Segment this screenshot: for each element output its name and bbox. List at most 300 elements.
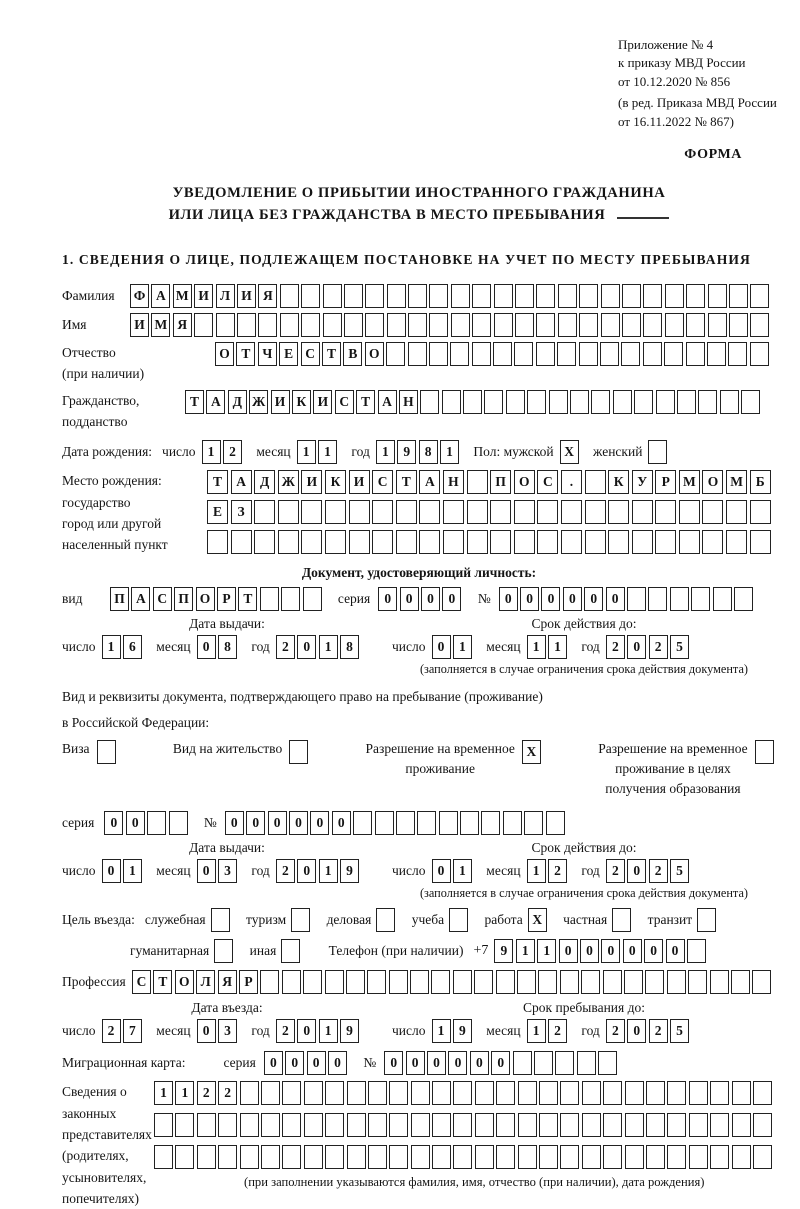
form-cell[interactable] — [514, 500, 535, 524]
form-cell[interactable]: Е — [279, 342, 298, 366]
form-cell[interactable]: Т — [185, 390, 204, 414]
form-cell[interactable] — [579, 313, 598, 337]
form-cell[interactable] — [197, 1145, 216, 1169]
form-cell[interactable] — [154, 1145, 173, 1169]
form-cell[interactable] — [410, 970, 429, 994]
form-cell[interactable]: 0 — [332, 811, 351, 835]
form-cell[interactable]: 0 — [197, 1019, 216, 1043]
form-cell[interactable] — [560, 1081, 579, 1105]
form-cell[interactable]: 0 — [563, 587, 582, 611]
form-cell[interactable]: 2 — [276, 635, 295, 659]
form-cell[interactable]: Т — [153, 970, 172, 994]
form-cell[interactable] — [646, 1145, 665, 1169]
form-cell[interactable] — [720, 390, 739, 414]
form-cell[interactable]: О — [514, 470, 535, 494]
form-cell[interactable] — [708, 313, 727, 337]
form-cell[interactable] — [539, 1081, 558, 1105]
form-cell[interactable] — [732, 1145, 751, 1169]
form-cell[interactable] — [515, 313, 534, 337]
form-cell[interactable] — [280, 284, 299, 308]
form-cell[interactable]: Т — [207, 470, 228, 494]
form-cell[interactable] — [494, 284, 513, 308]
form-cell[interactable]: М — [173, 284, 192, 308]
form-cell[interactable] — [240, 1145, 259, 1169]
form-cell[interactable] — [261, 1113, 280, 1137]
form-cell[interactable]: А — [378, 390, 397, 414]
form-cell[interactable] — [368, 1145, 387, 1169]
form-cell[interactable] — [472, 342, 491, 366]
form-cell[interactable] — [536, 342, 555, 366]
form-cell[interactable] — [258, 313, 277, 337]
form-cell[interactable] — [689, 1145, 708, 1169]
form-cell[interactable] — [304, 1113, 323, 1137]
form-cell[interactable] — [494, 313, 513, 337]
form-cell[interactable] — [301, 313, 320, 337]
form-cell[interactable] — [429, 284, 448, 308]
form-cell[interactable] — [560, 970, 579, 994]
form-cell[interactable] — [278, 500, 299, 524]
form-cell[interactable] — [408, 284, 427, 308]
form-cell[interactable]: Ч — [258, 342, 277, 366]
form-cell[interactable] — [194, 313, 213, 337]
form-cell[interactable] — [154, 1113, 173, 1137]
form-cell[interactable]: 0 — [126, 811, 145, 835]
form-cell[interactable] — [475, 1081, 494, 1105]
form-cell[interactable] — [261, 1145, 280, 1169]
form-cell[interactable] — [375, 811, 394, 835]
form-cell[interactable] — [729, 313, 748, 337]
form-cell[interactable] — [537, 500, 558, 524]
form-cell[interactable]: О — [196, 587, 215, 611]
form-cell[interactable] — [432, 1113, 451, 1137]
form-cell[interactable] — [686, 313, 705, 337]
form-cell[interactable] — [347, 1145, 366, 1169]
form-cell[interactable] — [197, 1113, 216, 1137]
form-cell[interactable] — [664, 342, 683, 366]
form-cell[interactable] — [481, 811, 500, 835]
form-cell[interactable] — [432, 1081, 451, 1105]
form-cell[interactable]: 2 — [606, 635, 625, 659]
form-cell[interactable]: Т — [356, 390, 375, 414]
form-cell[interactable] — [517, 970, 536, 994]
form-cell[interactable] — [443, 530, 464, 554]
form-cell[interactable]: 3 — [218, 859, 237, 883]
form-cell[interactable] — [591, 390, 610, 414]
form-cell[interactable]: 8 — [419, 440, 438, 464]
form-cell[interactable] — [539, 1145, 558, 1169]
form-cell[interactable] — [679, 500, 700, 524]
form-cell[interactable]: Я — [218, 970, 237, 994]
form-cell[interactable] — [518, 1145, 537, 1169]
form-cell[interactable]: 0 — [627, 1019, 646, 1043]
form-cell[interactable] — [667, 1145, 686, 1169]
form-cell[interactable] — [585, 470, 606, 494]
form-cell[interactable]: 1 — [527, 859, 546, 883]
form-cell[interactable] — [643, 284, 662, 308]
form-cell[interactable]: X — [522, 740, 541, 764]
form-cell[interactable]: С — [301, 342, 320, 366]
form-cell[interactable] — [655, 500, 676, 524]
form-cell[interactable]: 2 — [548, 1019, 567, 1043]
form-cell[interactable] — [432, 1145, 451, 1169]
form-cell[interactable] — [585, 530, 606, 554]
form-cell[interactable] — [558, 284, 577, 308]
form-cell[interactable]: Т — [396, 470, 417, 494]
form-cell[interactable] — [496, 970, 515, 994]
form-cell[interactable]: 0 — [104, 811, 123, 835]
form-cell[interactable]: Т — [236, 342, 255, 366]
form-cell[interactable] — [622, 284, 641, 308]
form-cell[interactable] — [707, 342, 726, 366]
form-cell[interactable]: 7 — [123, 1019, 142, 1043]
form-cell[interactable] — [387, 284, 406, 308]
form-cell[interactable] — [323, 284, 342, 308]
form-cell[interactable]: С — [537, 470, 558, 494]
form-cell[interactable] — [645, 970, 664, 994]
form-cell[interactable]: 0 — [297, 859, 316, 883]
form-cell[interactable] — [467, 500, 488, 524]
form-cell[interactable] — [665, 313, 684, 337]
form-cell[interactable] — [147, 811, 166, 835]
form-cell[interactable]: И — [194, 284, 213, 308]
form-cell[interactable]: О — [365, 342, 384, 366]
form-cell[interactable]: 0 — [307, 1051, 326, 1075]
form-cell[interactable] — [624, 970, 643, 994]
form-cell[interactable]: 3 — [218, 1019, 237, 1043]
form-cell[interactable] — [496, 1113, 515, 1137]
form-cell[interactable] — [439, 811, 458, 835]
form-cell[interactable]: 0 — [666, 939, 685, 963]
form-cell[interactable] — [603, 1113, 622, 1137]
form-cell[interactable] — [169, 811, 188, 835]
form-cell[interactable] — [451, 284, 470, 308]
form-cell[interactable] — [349, 530, 370, 554]
form-cell[interactable]: 2 — [276, 859, 295, 883]
form-cell[interactable] — [475, 1145, 494, 1169]
form-cell[interactable] — [689, 1113, 708, 1137]
form-cell[interactable] — [713, 587, 732, 611]
form-cell[interactable] — [214, 939, 233, 963]
form-cell[interactable] — [474, 970, 493, 994]
form-cell[interactable]: 2 — [606, 859, 625, 883]
form-cell[interactable] — [518, 1113, 537, 1137]
form-cell[interactable]: 1 — [319, 635, 338, 659]
form-cell[interactable]: 5 — [670, 1019, 689, 1043]
form-cell[interactable] — [686, 284, 705, 308]
form-cell[interactable] — [175, 1113, 194, 1137]
form-cell[interactable] — [708, 284, 727, 308]
form-cell[interactable] — [753, 1145, 772, 1169]
form-cell[interactable]: 9 — [397, 440, 416, 464]
form-cell[interactable]: 0 — [297, 1019, 316, 1043]
form-cell[interactable] — [734, 587, 753, 611]
form-cell[interactable] — [581, 970, 600, 994]
form-cell[interactable]: 1 — [319, 859, 338, 883]
form-cell[interactable]: И — [301, 470, 322, 494]
form-cell[interactable] — [560, 1113, 579, 1137]
form-cell[interactable] — [697, 908, 716, 932]
form-cell[interactable] — [726, 530, 747, 554]
form-cell[interactable]: И — [237, 284, 256, 308]
form-cell[interactable]: Ф — [130, 284, 149, 308]
form-cell[interactable]: 0 — [268, 811, 287, 835]
form-cell[interactable] — [539, 1113, 558, 1137]
form-cell[interactable] — [417, 811, 436, 835]
form-cell[interactable] — [281, 939, 300, 963]
form-cell[interactable] — [387, 313, 406, 337]
form-cell[interactable]: К — [292, 390, 311, 414]
form-cell[interactable] — [443, 500, 464, 524]
form-cell[interactable]: Л — [196, 970, 215, 994]
form-cell[interactable]: А — [131, 587, 150, 611]
form-cell[interactable]: Д — [254, 470, 275, 494]
form-cell[interactable]: С — [372, 470, 393, 494]
form-cell[interactable] — [582, 1081, 601, 1105]
form-cell[interactable]: 0 — [289, 811, 308, 835]
form-cell[interactable] — [731, 970, 750, 994]
form-cell[interactable]: Л — [216, 284, 235, 308]
form-cell[interactable] — [622, 313, 641, 337]
form-cell[interactable] — [627, 587, 646, 611]
form-cell[interactable]: И — [130, 313, 149, 337]
form-cell[interactable]: Б — [750, 470, 771, 494]
form-cell[interactable]: Ж — [278, 470, 299, 494]
form-cell[interactable] — [677, 390, 696, 414]
form-cell[interactable] — [460, 811, 479, 835]
form-cell[interactable] — [538, 970, 557, 994]
form-cell[interactable]: Ж — [249, 390, 268, 414]
form-cell[interactable] — [301, 500, 322, 524]
form-cell[interactable]: Т — [322, 342, 341, 366]
form-cell[interactable]: 1 — [453, 859, 472, 883]
form-cell[interactable]: 1 — [102, 635, 121, 659]
form-cell[interactable] — [389, 1145, 408, 1169]
form-cell[interactable]: 1 — [516, 939, 535, 963]
form-cell[interactable] — [216, 313, 235, 337]
form-cell[interactable] — [750, 530, 771, 554]
form-cell[interactable] — [710, 1145, 729, 1169]
form-cell[interactable] — [237, 313, 256, 337]
form-cell[interactable] — [750, 284, 769, 308]
form-cell[interactable] — [536, 284, 555, 308]
form-cell[interactable] — [365, 313, 384, 337]
form-cell[interactable] — [579, 342, 598, 366]
form-cell[interactable] — [493, 342, 512, 366]
form-cell[interactable]: И — [313, 390, 332, 414]
form-cell[interactable] — [372, 530, 393, 554]
form-cell[interactable] — [513, 1051, 532, 1075]
form-cell[interactable] — [282, 1113, 301, 1137]
form-cell[interactable]: 0 — [225, 811, 244, 835]
form-cell[interactable] — [577, 1051, 596, 1075]
form-cell[interactable] — [613, 390, 632, 414]
form-cell[interactable] — [291, 908, 310, 932]
form-cell[interactable] — [344, 284, 363, 308]
form-cell[interactable] — [463, 390, 482, 414]
form-cell[interactable]: У — [632, 470, 653, 494]
form-cell[interactable] — [207, 530, 228, 554]
form-cell[interactable]: Е — [207, 500, 228, 524]
form-cell[interactable] — [367, 970, 386, 994]
form-cell[interactable] — [518, 1081, 537, 1105]
form-cell[interactable] — [515, 284, 534, 308]
form-cell[interactable] — [475, 1113, 494, 1137]
form-cell[interactable] — [603, 1081, 622, 1105]
form-cell[interactable]: 8 — [340, 635, 359, 659]
form-cell[interactable] — [496, 1081, 515, 1105]
form-cell[interactable] — [389, 1113, 408, 1137]
form-cell[interactable]: 5 — [670, 859, 689, 883]
form-cell[interactable] — [419, 500, 440, 524]
form-cell[interactable] — [396, 500, 417, 524]
form-cell[interactable] — [349, 500, 370, 524]
form-cell[interactable]: 0 — [421, 587, 440, 611]
form-cell[interactable] — [453, 1081, 472, 1105]
form-cell[interactable] — [344, 313, 363, 337]
form-cell[interactable] — [600, 342, 619, 366]
form-cell[interactable]: Т — [238, 587, 257, 611]
form-cell[interactable] — [325, 1113, 344, 1137]
form-cell[interactable]: 1 — [202, 440, 221, 464]
form-cell[interactable] — [656, 390, 675, 414]
form-cell[interactable]: С — [153, 587, 172, 611]
form-cell[interactable]: 1 — [527, 1019, 546, 1043]
form-cell[interactable] — [240, 1081, 259, 1105]
form-cell[interactable] — [561, 530, 582, 554]
form-cell[interactable] — [282, 970, 301, 994]
form-cell[interactable] — [325, 530, 346, 554]
form-cell[interactable]: 2 — [197, 1081, 216, 1105]
form-cell[interactable]: 0 — [499, 587, 518, 611]
form-cell[interactable]: 0 — [432, 859, 451, 883]
form-cell[interactable] — [442, 390, 461, 414]
form-cell[interactable]: 0 — [442, 587, 461, 611]
form-cell[interactable] — [732, 1081, 751, 1105]
form-cell[interactable] — [601, 284, 620, 308]
form-cell[interactable] — [750, 342, 769, 366]
form-cell[interactable] — [625, 1145, 644, 1169]
form-cell[interactable] — [534, 1051, 553, 1075]
form-cell[interactable]: 5 — [670, 635, 689, 659]
form-cell[interactable]: 1 — [440, 440, 459, 464]
form-cell[interactable] — [347, 1113, 366, 1137]
form-cell[interactable]: 0 — [520, 587, 539, 611]
form-cell[interactable] — [643, 342, 662, 366]
form-cell[interactable]: X — [528, 908, 547, 932]
form-cell[interactable]: 0 — [297, 635, 316, 659]
form-cell[interactable]: . — [561, 470, 582, 494]
form-cell[interactable] — [557, 342, 576, 366]
form-cell[interactable]: К — [325, 470, 346, 494]
form-cell[interactable] — [560, 1145, 579, 1169]
form-cell[interactable]: И — [349, 470, 370, 494]
form-cell[interactable]: 2 — [223, 440, 242, 464]
form-cell[interactable]: 8 — [218, 635, 237, 659]
form-cell[interactable] — [282, 1081, 301, 1105]
form-cell[interactable] — [211, 908, 230, 932]
form-cell[interactable]: 0 — [432, 635, 451, 659]
form-cell[interactable]: 9 — [494, 939, 513, 963]
form-cell[interactable] — [429, 342, 448, 366]
form-cell[interactable] — [411, 1113, 430, 1137]
form-cell[interactable]: 2 — [649, 1019, 668, 1043]
form-cell[interactable] — [453, 1113, 472, 1137]
form-cell[interactable]: 1 — [318, 440, 337, 464]
form-cell[interactable] — [323, 313, 342, 337]
form-cell[interactable] — [281, 587, 300, 611]
form-cell[interactable]: 0 — [448, 1051, 467, 1075]
form-cell[interactable]: П — [110, 587, 129, 611]
form-cell[interactable] — [301, 530, 322, 554]
form-cell[interactable]: 6 — [123, 635, 142, 659]
form-cell[interactable]: 0 — [627, 635, 646, 659]
form-cell[interactable]: 9 — [340, 859, 359, 883]
form-cell[interactable]: 1 — [527, 635, 546, 659]
form-cell[interactable]: 0 — [400, 587, 419, 611]
form-cell[interactable]: 0 — [644, 939, 663, 963]
form-cell[interactable]: 0 — [470, 1051, 489, 1075]
form-cell[interactable]: 0 — [328, 1051, 347, 1075]
form-cell[interactable] — [655, 530, 676, 554]
form-cell[interactable]: 0 — [285, 1051, 304, 1075]
form-cell[interactable]: А — [206, 390, 225, 414]
form-cell[interactable] — [304, 1145, 323, 1169]
form-cell[interactable] — [603, 1145, 622, 1169]
form-cell[interactable] — [646, 1081, 665, 1105]
form-cell[interactable] — [303, 970, 322, 994]
form-cell[interactable] — [621, 342, 640, 366]
form-cell[interactable] — [549, 390, 568, 414]
form-cell[interactable] — [325, 500, 346, 524]
form-cell[interactable] — [325, 970, 344, 994]
form-cell[interactable]: 0 — [310, 811, 329, 835]
form-cell[interactable] — [687, 939, 706, 963]
form-cell[interactable]: 2 — [649, 859, 668, 883]
form-cell[interactable] — [368, 1081, 387, 1105]
form-cell[interactable] — [729, 284, 748, 308]
form-cell[interactable]: 1 — [154, 1081, 173, 1105]
form-cell[interactable] — [304, 1081, 323, 1105]
form-cell[interactable] — [732, 1113, 751, 1137]
form-cell[interactable] — [558, 313, 577, 337]
form-cell[interactable] — [419, 530, 440, 554]
form-cell[interactable]: 0 — [384, 1051, 403, 1075]
form-cell[interactable]: А — [151, 284, 170, 308]
form-cell[interactable]: X — [560, 440, 579, 464]
form-cell[interactable] — [648, 440, 667, 464]
form-cell[interactable] — [261, 1081, 280, 1105]
form-cell[interactable] — [753, 1081, 772, 1105]
form-cell[interactable]: 9 — [340, 1019, 359, 1043]
form-cell[interactable] — [240, 1113, 259, 1137]
form-cell[interactable]: 0 — [627, 859, 646, 883]
form-cell[interactable] — [254, 530, 275, 554]
form-cell[interactable] — [527, 390, 546, 414]
form-cell[interactable] — [524, 811, 543, 835]
form-cell[interactable] — [753, 1113, 772, 1137]
form-cell[interactable]: С — [335, 390, 354, 414]
form-cell[interactable] — [365, 284, 384, 308]
form-cell[interactable]: 2 — [276, 1019, 295, 1043]
form-cell[interactable]: О — [215, 342, 234, 366]
form-cell[interactable]: К — [608, 470, 629, 494]
form-cell[interactable] — [372, 500, 393, 524]
form-cell[interactable]: 0 — [197, 859, 216, 883]
form-cell[interactable] — [608, 530, 629, 554]
form-cell[interactable] — [561, 500, 582, 524]
form-cell[interactable]: Р — [239, 970, 258, 994]
form-cell[interactable]: Р — [217, 587, 236, 611]
